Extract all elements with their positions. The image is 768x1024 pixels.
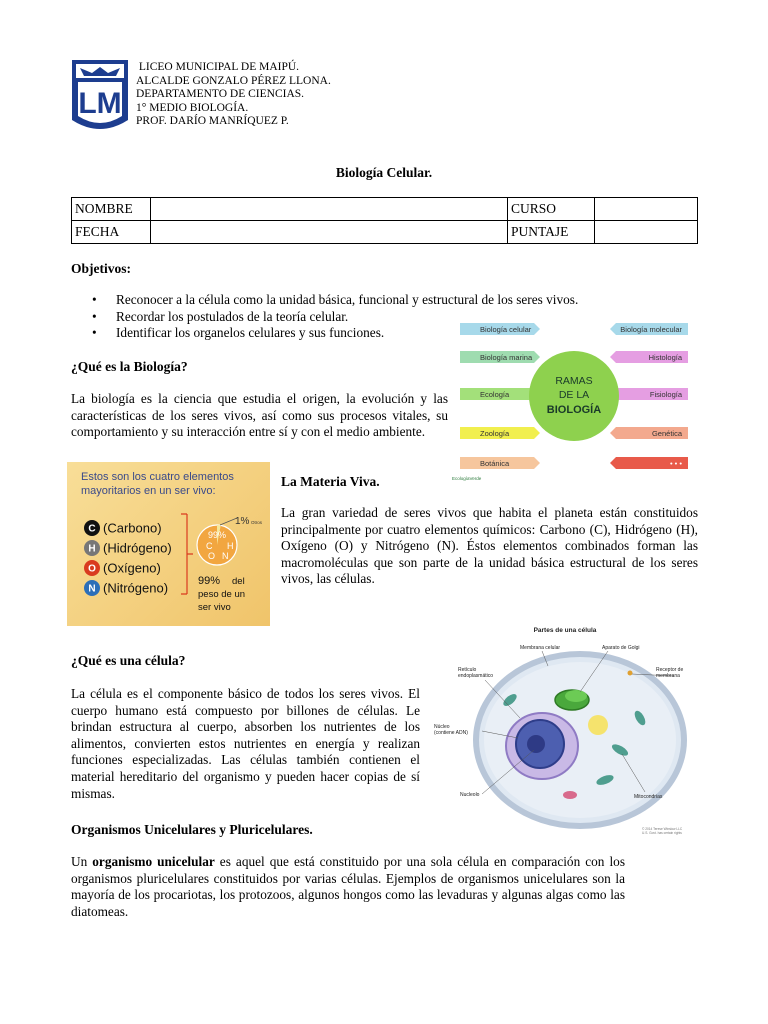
label-membrana: Membrana celular xyxy=(520,645,561,651)
label-golgi: Aparato de Golgi xyxy=(602,645,640,651)
label-fecha: FECHA xyxy=(72,221,151,244)
ecologia-verde-logo: EcologíaVerde xyxy=(452,476,482,481)
ramas-label-left: Biología marina xyxy=(480,353,533,362)
ramas-label-right: Fisiología xyxy=(649,390,682,399)
label-nucleo-2: (contiene ADN) xyxy=(434,730,468,736)
field-curso[interactable] xyxy=(595,198,698,221)
celula-paragraph: La célula es el componente básico de todos los seres vivos. El cuerpo humano está compuesto por billones de células. Le brindan estructura al cuerpo, absorben los nutrientes de los alimentos, convierten estos nutrientes en energía y realizan funciones especializadas. Las células también contienen el material hereditario del organismo y pueden hacer copias de sí mismas. xyxy=(71,686,420,801)
label-mitocondrias: Mitocondrias xyxy=(634,794,663,800)
label-nucleo: Núcleo xyxy=(434,724,450,730)
element-label: (Hidrógeno) xyxy=(103,540,172,556)
ramas-label-left: Biología celular xyxy=(480,325,532,334)
biologia-heading: ¿Qué es la Biología? xyxy=(71,359,188,374)
vesicle xyxy=(588,715,608,735)
objetivo-item: • Reconocer a la célula como la unidad básica, funcional y estructural de los seres vivos. xyxy=(92,292,578,309)
element-label: (Nitrógeno) xyxy=(103,580,169,596)
header-line-department: DEPARTAMENTO DE CIENCIAS. xyxy=(136,88,305,101)
pie-percent: 99% xyxy=(207,530,227,540)
school-logo xyxy=(70,58,130,138)
elementos-title-line: mayoritarios en un ser vivo: xyxy=(81,485,216,497)
element-symbol: N xyxy=(88,583,96,595)
organismos-paragraph xyxy=(71,854,625,920)
header-line-school: LICEO MUNICIPAL DE MAIPÚ. xyxy=(136,61,300,73)
biologia-paragraph: La biología es la ciencia que estudia el origen, la evolución y las características de los seres vivos, así como sus procesos vitales, su comportamiento y su interacción entre sí y con el medio ambiente. xyxy=(71,391,448,440)
label-nucleolo: Nucleolo xyxy=(460,792,480,798)
caption-line: del xyxy=(232,576,245,587)
header-line-course: 1° MEDIO BIOLOGÍA. xyxy=(136,101,249,114)
pie-letter: N xyxy=(222,551,229,561)
pie-letter: O xyxy=(208,551,216,561)
caption-percent: 99% xyxy=(198,575,221,587)
cell-diagram xyxy=(430,620,700,838)
school-header xyxy=(136,61,331,129)
label-reticulo: Retículo xyxy=(458,667,477,673)
nucleolus xyxy=(527,735,545,753)
objetivo-item: • Identificar los organelos celulares y sus funciones. xyxy=(92,325,578,342)
caption-line: peso de un xyxy=(198,589,246,600)
objetivo-item: • Recordar los postulados de la teoría celular. xyxy=(92,309,578,326)
label-nombre: NOMBRE xyxy=(72,198,151,221)
ramas-label-right: Biología molecular xyxy=(620,325,682,334)
element-label: (Carbono) xyxy=(103,520,162,536)
pie-letter: H xyxy=(227,541,234,551)
elementos-figure xyxy=(67,462,270,626)
ramas-center-line: BIOLOGÍA xyxy=(546,404,602,416)
element-symbol: C xyxy=(88,523,96,535)
ramas-label-left: Zoología xyxy=(480,429,510,438)
organismos-text-start: Un xyxy=(71,854,93,869)
cell-diagram-title: Partes de una célula xyxy=(533,627,597,634)
ramas-label-left: Ecología xyxy=(480,390,510,399)
field-puntaje[interactable] xyxy=(595,221,698,244)
label-curso: CURSO xyxy=(508,198,595,221)
label-puntaje: PUNTAJE xyxy=(508,221,595,244)
element-symbol: O xyxy=(88,563,96,575)
ramas-biologia-diagram xyxy=(452,316,698,486)
element-label: (Oxígeno) xyxy=(103,560,161,576)
header-line-principal: ALCALDE GONZALO PÉREZ LLONA. xyxy=(136,74,331,87)
caption-line: ser vivo xyxy=(198,602,231,613)
pie-letter: C xyxy=(206,541,213,551)
field-fecha[interactable] xyxy=(151,221,508,244)
elementos-title-line: Estos son los cuatro elementos xyxy=(81,471,234,483)
otros-label: Otros xyxy=(251,520,263,525)
objetivos-heading: Objetivos: xyxy=(71,261,131,276)
ramas-label-right: Histología xyxy=(648,353,682,362)
field-nombre[interactable] xyxy=(151,198,508,221)
materia-paragraph: La gran variedad de seres vivos que habita el planeta están constituidos principalmente por cuatro elementos químicos: Carbono (C), Hidrógeno (H), Oxígeno (O) y Nitrógeno (N). Éstos elementos combinados forman las macromoléculas que son parte de la unidad básica estructural de los seres vivos, las células. xyxy=(281,505,698,587)
ramas-label-right: • • • xyxy=(669,459,682,468)
element-symbol: H xyxy=(88,543,96,555)
image-credit: © 2014 Terese Winslow LLC xyxy=(642,827,683,831)
label-receptor: Receptor de xyxy=(656,667,684,673)
image-credit-2: U.S. Govt. has certain rights xyxy=(642,831,682,835)
header-line-teacher: PROF. DARÍO MANRÍQUEZ P. xyxy=(136,115,289,128)
organismos-text-rest: es aquel que está constituido por una sola célula en comparación con los organismos pluricelulares constituidos por varias células. Ejemplos de organismos unicelulares son la mayoría de los procariotas, los protozoos, algunos hongos como las levaduras y algunas algas como las diatomeas. xyxy=(71,854,625,919)
organismo-unicelular-term: organismo unicelular xyxy=(92,854,215,869)
organismos-heading: Organismos Unicelulares y Pluricelulares. xyxy=(71,822,313,837)
celula-heading: ¿Qué es una célula? xyxy=(71,653,186,668)
logo-letters: LM xyxy=(78,87,122,120)
ramas-center-line: RAMAS xyxy=(555,375,593,387)
membrane-receptor xyxy=(628,671,633,676)
document-title: Biología Celular. xyxy=(335,165,433,180)
golgi-apparatus-inner xyxy=(565,690,587,702)
materia-heading: La Materia Viva. xyxy=(281,474,380,489)
otros-percent: 1% xyxy=(235,516,250,527)
label-receptor-2: membrana xyxy=(656,673,680,679)
label-reticulo-2: endoplasmático xyxy=(458,673,494,679)
ramas-label-right: Genética xyxy=(651,429,682,438)
student-info-table xyxy=(71,197,698,244)
ramas-label-left: Botánica xyxy=(480,459,510,468)
ramas-center-line: DE LA xyxy=(558,389,590,401)
lysosome xyxy=(563,791,577,799)
